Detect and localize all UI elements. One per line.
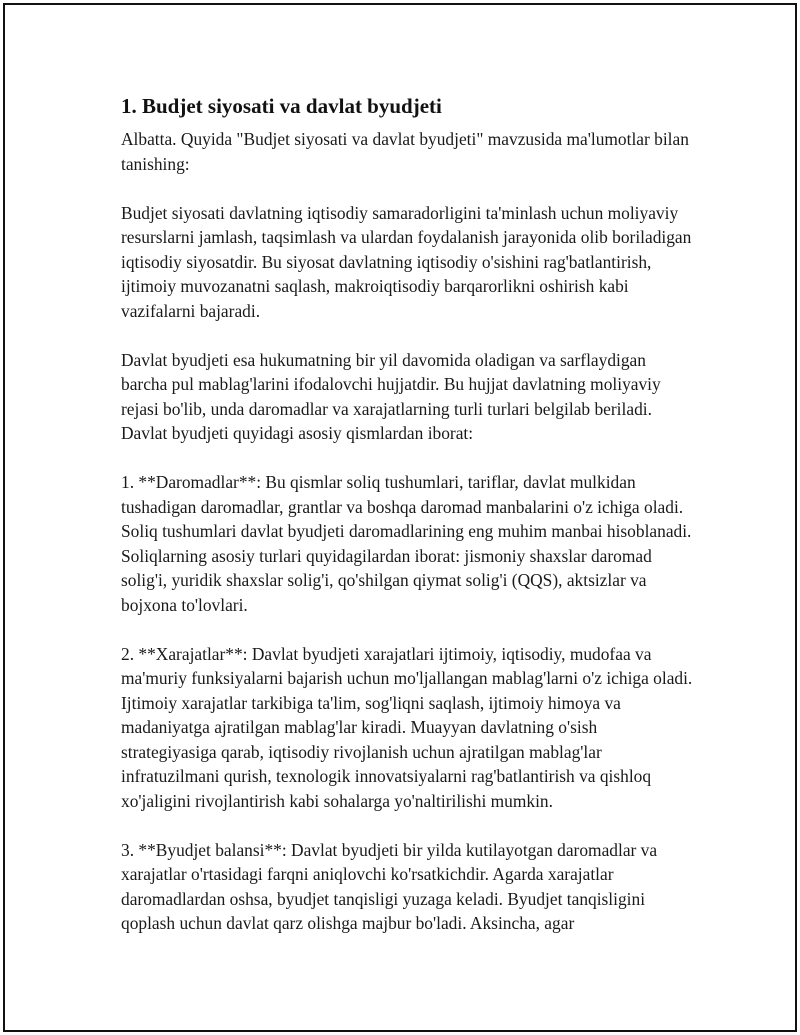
document-title: 1. Budjet siyosati va davlat byudjeti	[121, 94, 442, 118]
page-frame	[3, 3, 797, 1032]
paragraph-budget-balance: 3. **Byudjet balansi**: Davlat byudjeti bir yilda kutilayotgan daromadlar va xarajatlar o'rtasidagi farqni aniqlovchi ko'rsatkichdir. Agarda xarajatlar daromadlardan oshsa, byudjet tanqisligi yuzaga keladi. Byudjet tanqisligini qoplash uchun davlat qarz olishga majbur bo'ladi. Aksincha, agar	[121, 839, 658, 933]
paragraph-state-budget: Davlat byudjeti esa hukumatning bir yil davomida oladigan va sarflaydigan barcha pul mablag'larini ifodalovchi hujjatdir. Bu hujjat davlatning moliyaviy rejasi bo'lib, unda daromadlar va xarajatlarning turli turlari belgilab beriladi. Davlat byudjeti quyidagi asosiy qismlardan iborat:	[121, 349, 661, 443]
document-body	[121, 93, 693, 960]
paragraph-budget-policy: Budjet siyosati davlatning iqtisodiy samaradorligini ta'minlash uchun moliyaviy resurslarni jamlash, taqsimlash va ulardan foydalanish jarayonida olib boriladigan iqtisodiy siyosatdir. Bu siyosat davlatning iqtisodiy o'sishini rag'batlantirish, ijtimoiy muvozanatni saqlash, makroiqtisodiy barqarorlikni oshirish kabi vazifalarni bajaradi.	[121, 202, 692, 321]
paragraph-intro: Albatta. Quyida "Budjet siyosati va davlat byudjeti" mavzusida ma'lumotlar bilan tanishing:	[121, 129, 689, 174]
paragraph-expenditures: 2. **Xarajatlar**: Davlat byudjeti xarajatlari ijtimoiy, iqtisodiy, mudofaa va ma'muriy funksiyalarni bajarish uchun mo'ljallangan mablag'larni o'z ichiga oladi. Ijtimoiy xarajatlar tarkibiga ta'lim, sog'liqni saqlash, ijtimoiy himoya va madaniyatga ajratilgan mablag'lar kiradi. Muayyan davlatning o'sish strategiyasiga qarab, iqtisodiy rivojlanish uchun ajratilgan mablag'lar infratuzilmani qurish, texnologik innovatsiyalarni rag'batlantirish va qishloq xo'jaligini rivojlantirish kabi sohalarga yo'naltirilishi mumkin.	[121, 643, 693, 811]
paragraph-revenues: 1. **Daromadlar**: Bu qismlar soliq tushumlari, tariflar, davlat mulkidan tushadigan daromadlar, grantlar va boshqa daromad manbalarini o'z ichiga oladi. Soliq tushumlari davlat byudjeti daromadlarining eng muhim manbai hisoblanadi. Soliqlarning asosiy turlari quyidagilardan iborat: jismoniy shaxslar daromad solig'i, yuridik shaxslar solig'i, qo'shilgan qiymat solig'i (QQS), aktsizlar va bojxona to'lovlari.	[121, 472, 692, 615]
